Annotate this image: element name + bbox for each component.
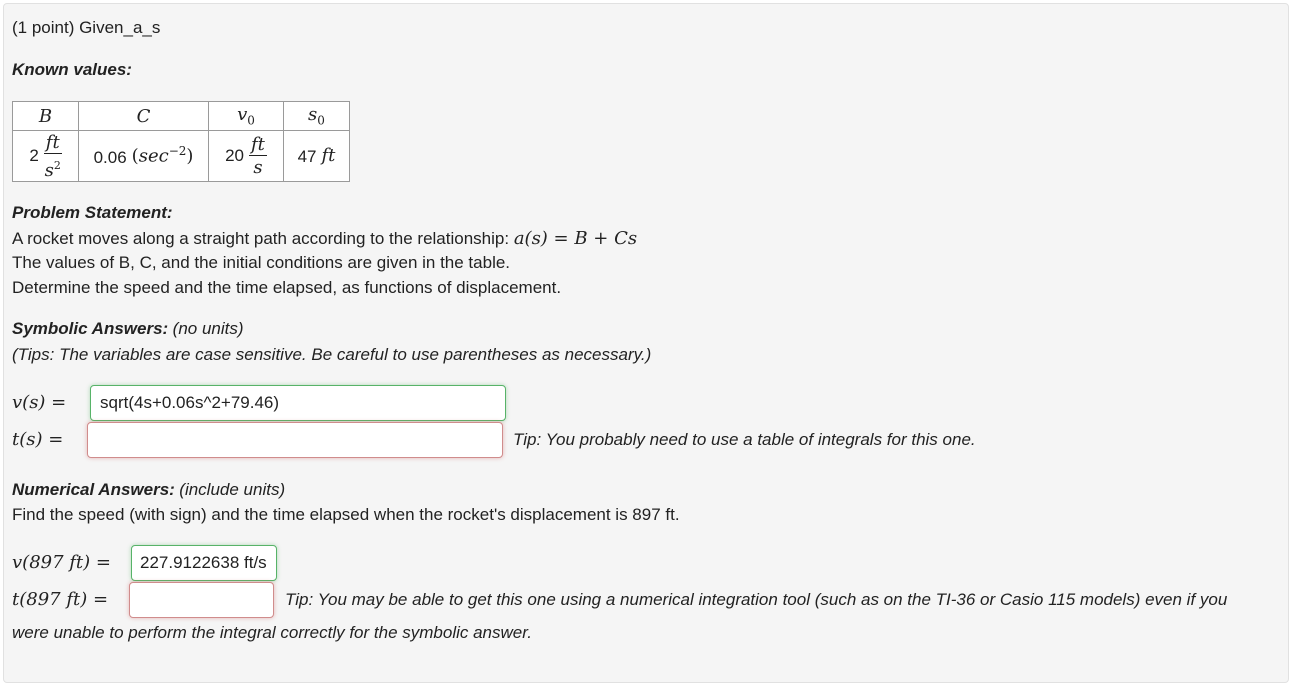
numerical-answers-note: (include units)	[179, 480, 286, 499]
t-at-897-input[interactable]	[129, 582, 274, 618]
v-at-897-label: v(897 ft) =	[12, 552, 111, 573]
header-b: B	[13, 102, 79, 131]
header-v0: $v_0$	[209, 102, 284, 131]
statement-equation: a(s) = B + Cs	[513, 228, 638, 249]
t-at-897-label: t(897 ft) =	[12, 589, 109, 610]
v-of-s-label: v(s) =	[12, 392, 67, 413]
symbolic-answers-heading-row	[12, 319, 244, 339]
known-values-heading: Known values:	[12, 60, 132, 79]
cell-v0: 20 $\frac{ft}{s}$	[209, 131, 284, 182]
cell-s0: 47 ft	[284, 131, 350, 182]
t-of-s-tip: Tip: You probably need to use a table of integrals for this one.	[513, 430, 976, 449]
header-c: C	[79, 102, 209, 131]
v-of-s-input[interactable]	[90, 385, 506, 421]
t-of-s-label: t(s) =	[12, 429, 64, 450]
symbolic-answers-heading: Symbolic Answers:	[12, 319, 169, 338]
symbolic-answers-note: (no units)	[172, 319, 244, 338]
cell-c: 0.06 $(\sec^{-2})$	[79, 131, 209, 182]
problem-statement-heading: Problem Statement:	[12, 203, 173, 222]
statement-line-3: Determine the speed and the time elapsed, as functions of displacement.	[12, 278, 562, 297]
problem-header: (1 point) Given_a_s	[12, 18, 161, 37]
t-of-s-input[interactable]	[87, 422, 503, 458]
statement-line-1: A rocket moves along a straight path according to the relationship: a(s) = B + Cs	[12, 228, 638, 249]
symbolic-tips: (Tips: The variables are case sensitive. Be careful to use parentheses as necessary.)	[12, 345, 652, 364]
numerical-line: Find the speed (with sign) and the time elapsed when the rocket's displacement is 897 ft.	[12, 505, 680, 524]
t-at-897-tip-line-1: Tip: You may be able to get this one using a numerical integration tool (such as on the TI-36 or Casio 115 models) even if you	[285, 590, 1228, 609]
known-values-table	[12, 101, 350, 182]
t-at-897-tip-line-2: were unable to perform the integral correctly for the symbolic answer.	[12, 623, 532, 642]
v-at-897-input[interactable]	[131, 545, 277, 581]
header-s0: $s_0$	[284, 102, 350, 131]
cell-b: 2 $\frac{ft}{s^2}$	[13, 131, 79, 182]
numerical-answers-heading-row	[12, 480, 285, 500]
numerical-answers-heading: Numerical Answers:	[12, 480, 175, 499]
statement-line-2: The values of B, C, and the initial conditions are given in the table.	[12, 253, 511, 272]
